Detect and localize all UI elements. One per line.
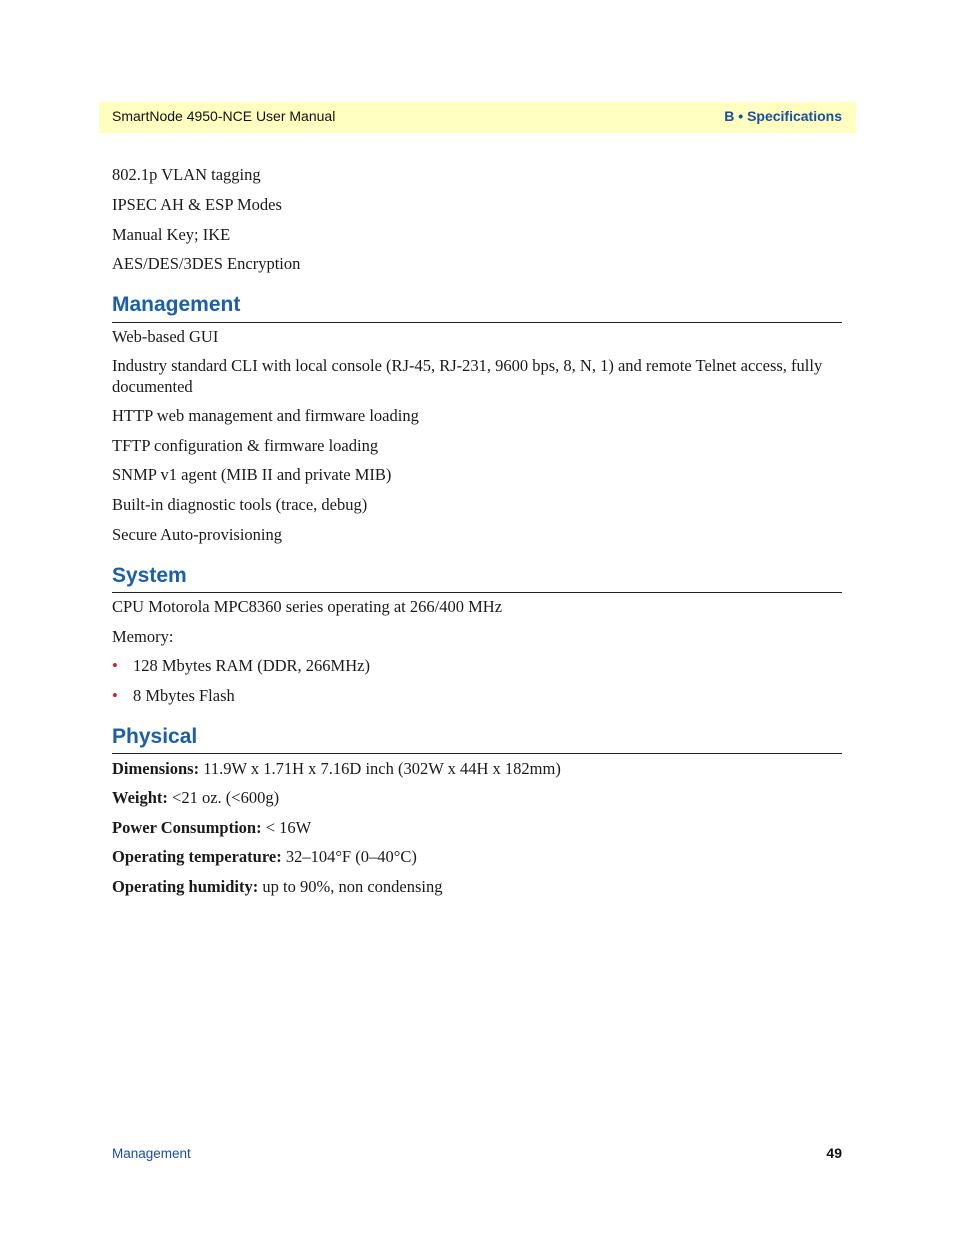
- memory-item-text: 128 Mbytes RAM (DDR, 266MHz): [133, 656, 370, 675]
- spec-line-encryption: AES/DES/3DES Encryption: [112, 254, 301, 273]
- spec-value: <21 oz. (<600g): [167, 788, 280, 807]
- management-item: Web-based GUI: [112, 327, 219, 346]
- physical-rule: [112, 753, 842, 754]
- physical-spec-power: [112, 817, 311, 838]
- page-number: 49: [826, 1145, 842, 1161]
- system-cpu: CPU Motorola MPC8360 series operating at 266/400 MHz: [112, 597, 503, 616]
- spec-label: Weight:: [112, 788, 168, 807]
- management-item: Secure Auto-provisioning: [112, 525, 283, 544]
- management-item: Industry standard CLI with local console (RJ-45, RJ-231, 9600 bps, 8, N, 1) and remote Telnet access, fully documented: [112, 356, 823, 396]
- spec-line-keys: Manual Key; IKE: [112, 225, 231, 244]
- spec-value: up to 90%, non condensing: [258, 877, 443, 896]
- physical-spec-weight: [112, 787, 279, 808]
- spec-line-vlan: 802.1p VLAN tagging: [112, 165, 261, 184]
- spec-label: Dimensions:: [112, 759, 200, 778]
- spec-value: 11.9W x 1.71H x 7.16D inch (302W x 44H x 182mm): [199, 759, 561, 778]
- running-header: [99, 102, 856, 133]
- memory-list-item: [112, 655, 370, 676]
- spec-label: Operating humidity:: [112, 877, 259, 896]
- physical-heading: Physical: [112, 725, 198, 748]
- physical-spec-humidity: [112, 876, 442, 897]
- spec-label: Power Consumption:: [112, 818, 262, 837]
- management-item: SNMP v1 agent (MIB II and private MIB): [112, 465, 392, 484]
- memory-item-text: 8 Mbytes Flash: [133, 686, 235, 705]
- management-rule: [112, 322, 842, 323]
- memory-list-item: [112, 685, 235, 706]
- spec-value: 32–104°F (0–40°C): [281, 847, 417, 866]
- management-item: TFTP configuration & firmware loading: [112, 436, 379, 455]
- spec-value: < 16W: [261, 818, 312, 837]
- bullet-icon: •: [112, 686, 118, 705]
- management-item: Built-in diagnostic tools (trace, debug): [112, 495, 368, 514]
- bullet-icon: •: [112, 656, 118, 675]
- physical-spec-temperature: [112, 846, 417, 867]
- manual-title: SmartNode 4950-NCE User Manual: [112, 108, 336, 124]
- spec-line-ipsec: IPSEC AH & ESP Modes: [112, 195, 282, 214]
- management-item: HTTP web management and firmware loading: [112, 406, 419, 425]
- spec-label: Operating temperature:: [112, 847, 282, 866]
- chapter-title: B • Specifications: [724, 108, 842, 124]
- system-rule: [112, 592, 842, 593]
- system-heading: System: [112, 564, 187, 587]
- management-heading: Management: [112, 293, 241, 316]
- physical-spec-dimensions: [112, 758, 561, 779]
- system-memory-label: Memory:: [112, 627, 174, 646]
- footer-section: Management: [112, 1146, 191, 1161]
